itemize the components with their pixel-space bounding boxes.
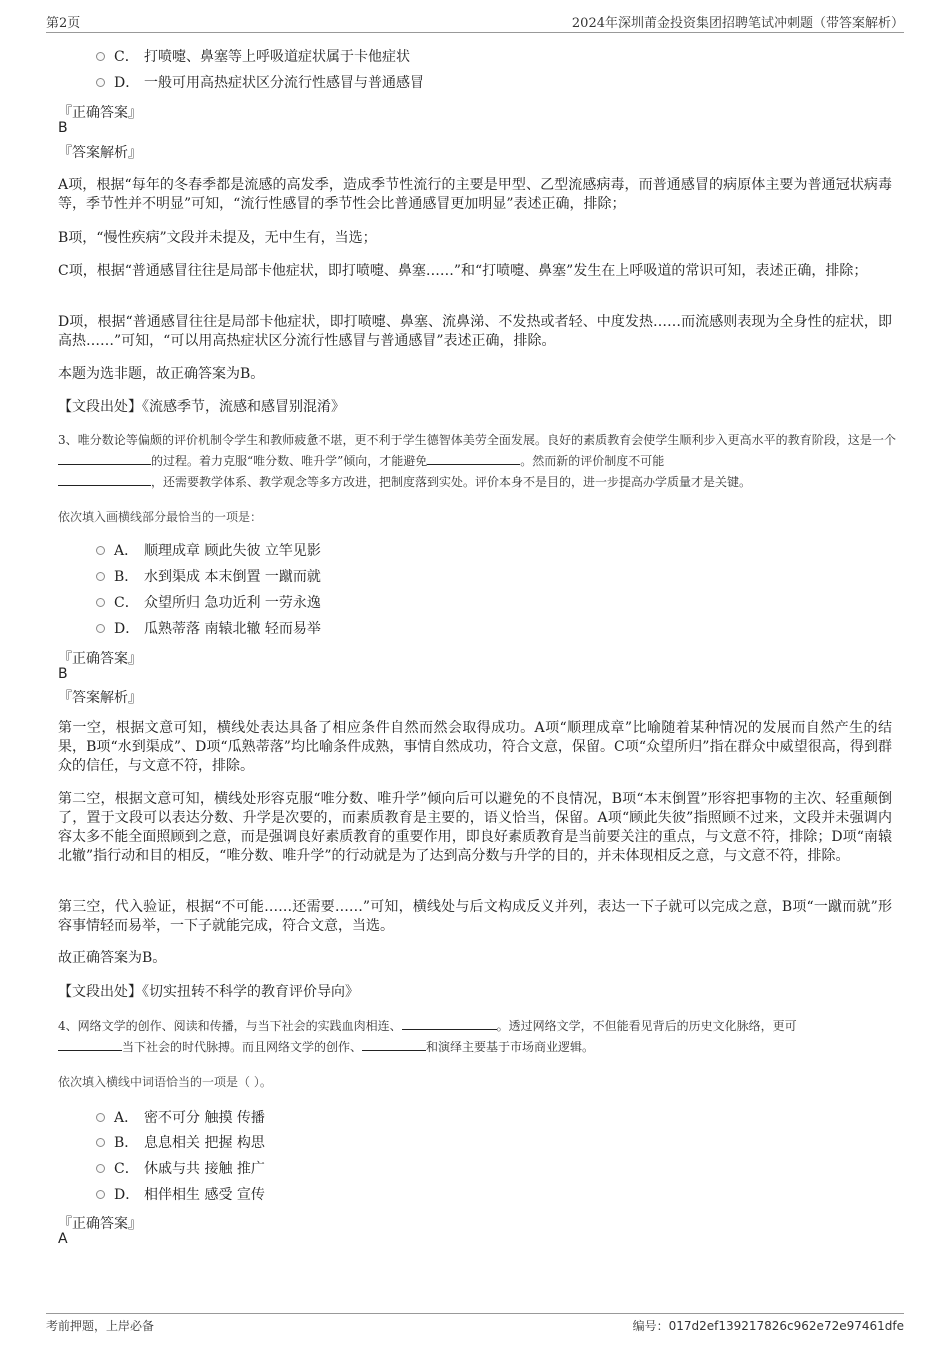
q3-option-c[interactable]: C． 众望所归 急功近利 一劳永逸 [96, 591, 321, 613]
q3-conclusion: 故正确答案为B。 [58, 950, 167, 966]
q3-answer: B [58, 666, 68, 682]
radio-icon[interactable] [96, 598, 105, 607]
radio-icon[interactable] [96, 572, 105, 581]
q2-source: 【文段出处】《流感季节，流感和感冒别混淆》 [58, 399, 345, 415]
q2-option-d[interactable]: D． 一般可用高热症状区分流行性感冒与普通感冒 [96, 71, 424, 93]
q4-option-c[interactable]: C． 休戚与共 接触 推广 [96, 1157, 265, 1179]
q3-analysis-blank3: 第三空，代入验证，根据“不可能……还需要……”可知，横线处与后文构成反义并列，表达一下子就可以完成之意，B项“一蹴而就”形容事情轻而易举，一下子就能完成，符合文意，当选。 [58, 899, 892, 934]
q3-option-b[interactable]: B． 水到渠成 本末倒置 一蹴而就 [96, 565, 321, 587]
radio-icon[interactable] [96, 546, 105, 555]
q3-analysis-label: 『答案解析』 [58, 690, 142, 706]
document-title: 2024年深圳莆金投资集团招聘笔试冲刺题（带答案解析） [571, 15, 904, 31]
q4-answer-label: 『正确答案』 [58, 1216, 142, 1232]
q3-hint: 依次填入画横线部分最恰当的一项是： [58, 510, 263, 524]
q3-option-d[interactable]: D． 瓜熟蒂落 南辕北辙 轻而易举 [96, 617, 321, 639]
page-number: 第2页 [46, 15, 81, 31]
q4-option-a[interactable]: A． 密不可分 触摸 传播 [96, 1106, 265, 1128]
radio-icon[interactable] [96, 1190, 105, 1199]
blank-line [58, 452, 151, 465]
document-code: 编号：017d2ef139217826c962e72e97461dfe [632, 1319, 904, 1333]
page-footer [46, 1313, 904, 1334]
blank-line [402, 1017, 497, 1030]
q3-analysis-blank2: 第二空，根据文意可知，横线处形容克服“唯分数、唯升学”倾向后可以避免的不良情况，B项“本末倒置”形容把事物的主次、轻重颠倒了，置于文段可以表达分数、升学是次要的，而素质教育是主要的，语义恰当，保留。A项“顾此失彼”指照顾不过来，文段并未强调内容太多不能全面照顾到之意，而是强调良好素质教育的重要作用，即良好素质教育是当前要关注的重点，与文意不符，排除；D项“南辕北辙”指行动和目的相反，“唯分数、唯升学”的行动就是为了达到高分数与升学的目的，并未体现相反之意，与文意不符，排除。 [58, 791, 892, 864]
q3-source: 【文段出处】《切实扭转不科学的教育评价导向》 [58, 984, 359, 1000]
q2-analysis-b: B项，“慢性疾病”文段并未提及，无中生有，当选； [58, 230, 377, 246]
q4-answer: A [58, 1231, 68, 1247]
q4-option-d[interactable]: D． 相伴相生 感受 宣传 [96, 1183, 265, 1205]
q2-answer: B [58, 120, 68, 136]
q3-stem: 3、唯分数论等偏颇的评价机制令学生和教师疲惫不堪，更不利于学生德智体美劳全面发展。良好的素质教育会使学生顺利步入更高水平的教育阶段，这是一个的过程。着力克服“唯分数、唯升学”倾向，才能避免 。然而新的评价制度不可能 ，还需要教学体系、教学观念等多方改进，把制度落到实处。评价本身不是目的，进一步提高办学质量才是关键。 [58, 433, 896, 489]
q4-option-b[interactable]: B． 息息相关 把握 构思 [96, 1131, 265, 1153]
radio-icon[interactable] [96, 1138, 105, 1147]
blank-line [427, 452, 520, 465]
radio-icon[interactable] [96, 78, 105, 87]
radio-icon[interactable] [96, 52, 105, 61]
q2-analysis-c: C项，根据“普通感冒往往是局部卡他症状，即打喷嚏、鼻塞……”和“打喷嚏、鼻塞”发生在上呼吸道的常识可知，表述正确，排除； [58, 263, 868, 279]
blank-line [58, 473, 151, 486]
q2-answer-label: 『正确答案』 [58, 105, 142, 121]
radio-icon[interactable] [96, 1113, 105, 1122]
q2-conclusion: 本题为选非题，故正确答案为B。 [58, 366, 265, 382]
q4-hint: 依次填入横线中词语恰当的一项是（ ）。 [58, 1075, 272, 1089]
page-header [46, 10, 904, 33]
q3-analysis-blank1: 第一空，根据文意可知，横线处表达具备了相应条件自然而然会取得成功。A项“顺理成章”比喻随着某种情况的发展而自然产生的结果，B项“水到渠成”、D项“瓜熟蒂落”均比喻条件成熟，事情自然成功，符合文意，保留。C项“众望所归”指在群众中威望很高，得到群众的信任，与文意不符，排除。 [58, 720, 892, 774]
radio-icon[interactable] [96, 1164, 105, 1173]
footer-slogan: 考前押题，上岸必备 [46, 1319, 155, 1333]
blank-line [362, 1038, 426, 1051]
q2-analysis-label: 『答案解析』 [58, 145, 142, 161]
q2-analysis-d: D项，根据“普通感冒往往是局部卡他症状，即打喷嚏、鼻塞、流鼻涕、不发热或者轻、中度发热……而流感则表现为全身性的症状，即高热……”可知，“可以用高热症状区分流行性感冒与普通感冒”表述正确，排除。 [58, 314, 892, 349]
q2-analysis-a: A项，根据“每年的冬春季都是流感的高发季，造成季节性流行的主要是甲型、乙型流感病毒，而普通感冒的病原体主要为普通冠状病毒等，季节性并不明显”可知，“流行性感冒的季节性会比普通感冒更加明显”表述正确，排除； [58, 177, 892, 212]
q3-answer-label: 『正确答案』 [58, 651, 142, 667]
q3-option-a[interactable]: A． 顺理成章 顾此失彼 立竿见影 [96, 539, 321, 561]
q2-option-c[interactable]: C． 打喷嚏、鼻塞等上呼吸道症状属于卡他症状 [96, 45, 410, 67]
radio-icon[interactable] [96, 624, 105, 633]
blank-line [58, 1038, 122, 1051]
q4-stem: 4、网络文学的创作、阅读和传播，与当下社会的实践血肉相连、 。透过网络文学，不但能看见背后的历史文化脉络，更可 当下社会的时代脉搏。而且网络文学的创作、 和演绎主要基于市场商业逻辑。 [58, 1019, 797, 1054]
